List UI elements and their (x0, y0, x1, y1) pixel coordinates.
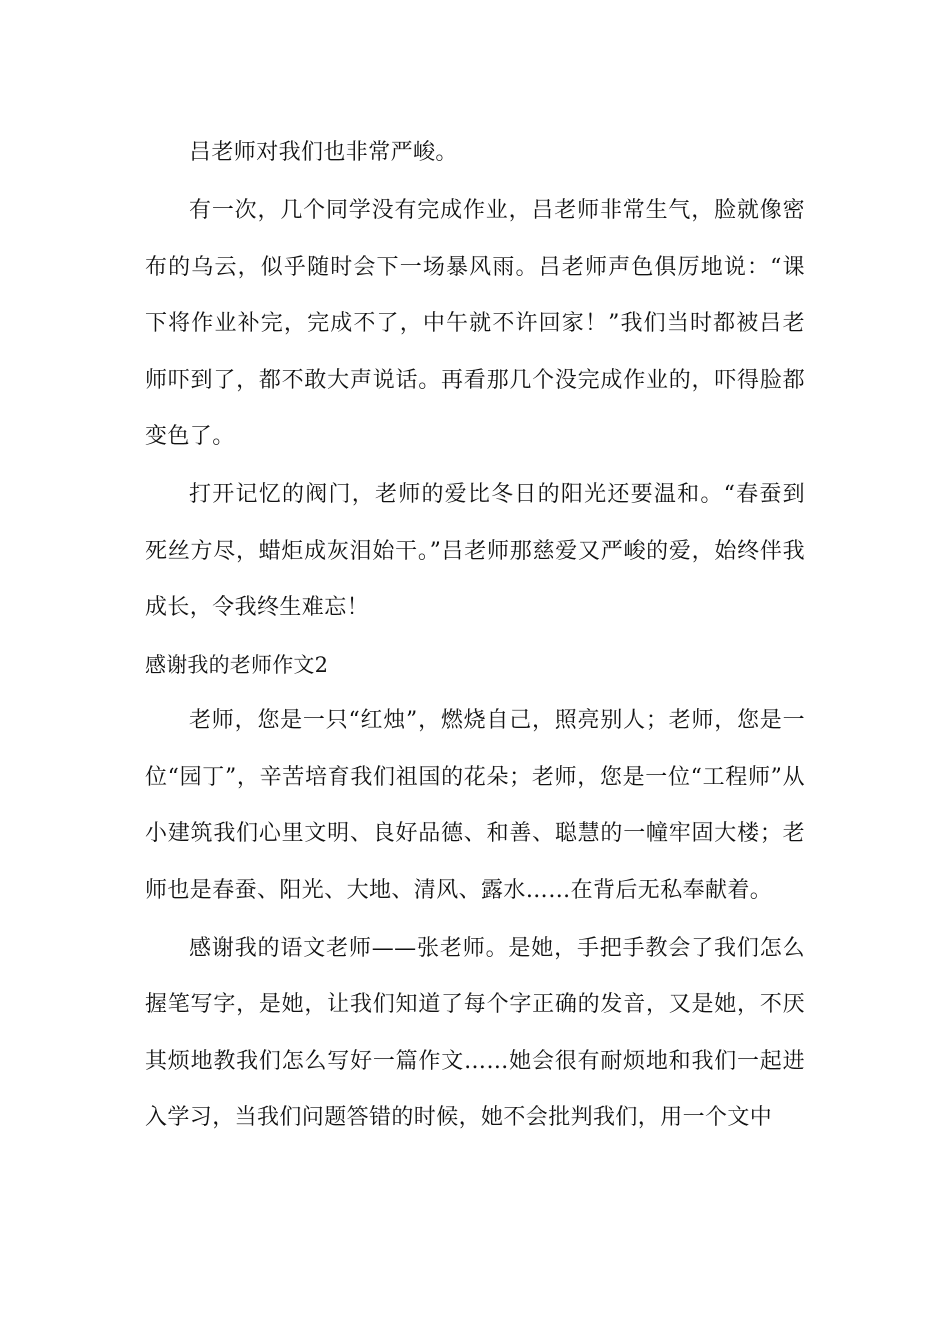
paragraph-1: 吕老师对我们也非常严峻。 (189, 140, 458, 165)
paragraph-2: 有一次，几个同学没有完成作业，吕老师非常生气，脸就像密布的乌云，似乎随时会下一场暴风雨。吕老师声色俱厉地说：“课下将作业补完，完成不了，中午就不许回家！”我们当时都被吕老师吓到了，都不敢大声说话。再看那几个没完成作业的，吓得脸都变色了。 (145, 198, 805, 450)
paragraph-4: 老师，您是一只“红烛”，燃烧自己，照亮别人；老师，您是一位“园丁”，辛苦培育我们祖国的花朵；老师，您是一位“工程师”从小建筑我们心里文明、良好品德、和善、聪慧的一幢牢固大楼；老师也是春蚕、阳光、大地、清风、露水……在背后无私奉献着。 (145, 708, 805, 903)
document-body (145, 125, 805, 1147)
paragraph-5: 感谢我的语文老师——张老师。是她，手把手教会了我们怎么握笔写字，是她，让我们知道了每个字正确的发音，又是她，不厌其烦地教我们怎么写好一篇作文……她会很有耐烦地和我们一起进入学习，当我们问题答错的时候，她不会批判我们，用一个文中 (145, 935, 805, 1131)
paragraph-3: 打开记忆的阀门，老师的爱比冬日的阳光还要温和。“春蚕到死丝方尽，蜡炬成灰泪始干。”吕老师那慈爱又严峻的爱，始终伴我成长，令我终生难忘！ (145, 482, 805, 621)
section-heading: 感谢我的老师作文2 (145, 652, 329, 677)
